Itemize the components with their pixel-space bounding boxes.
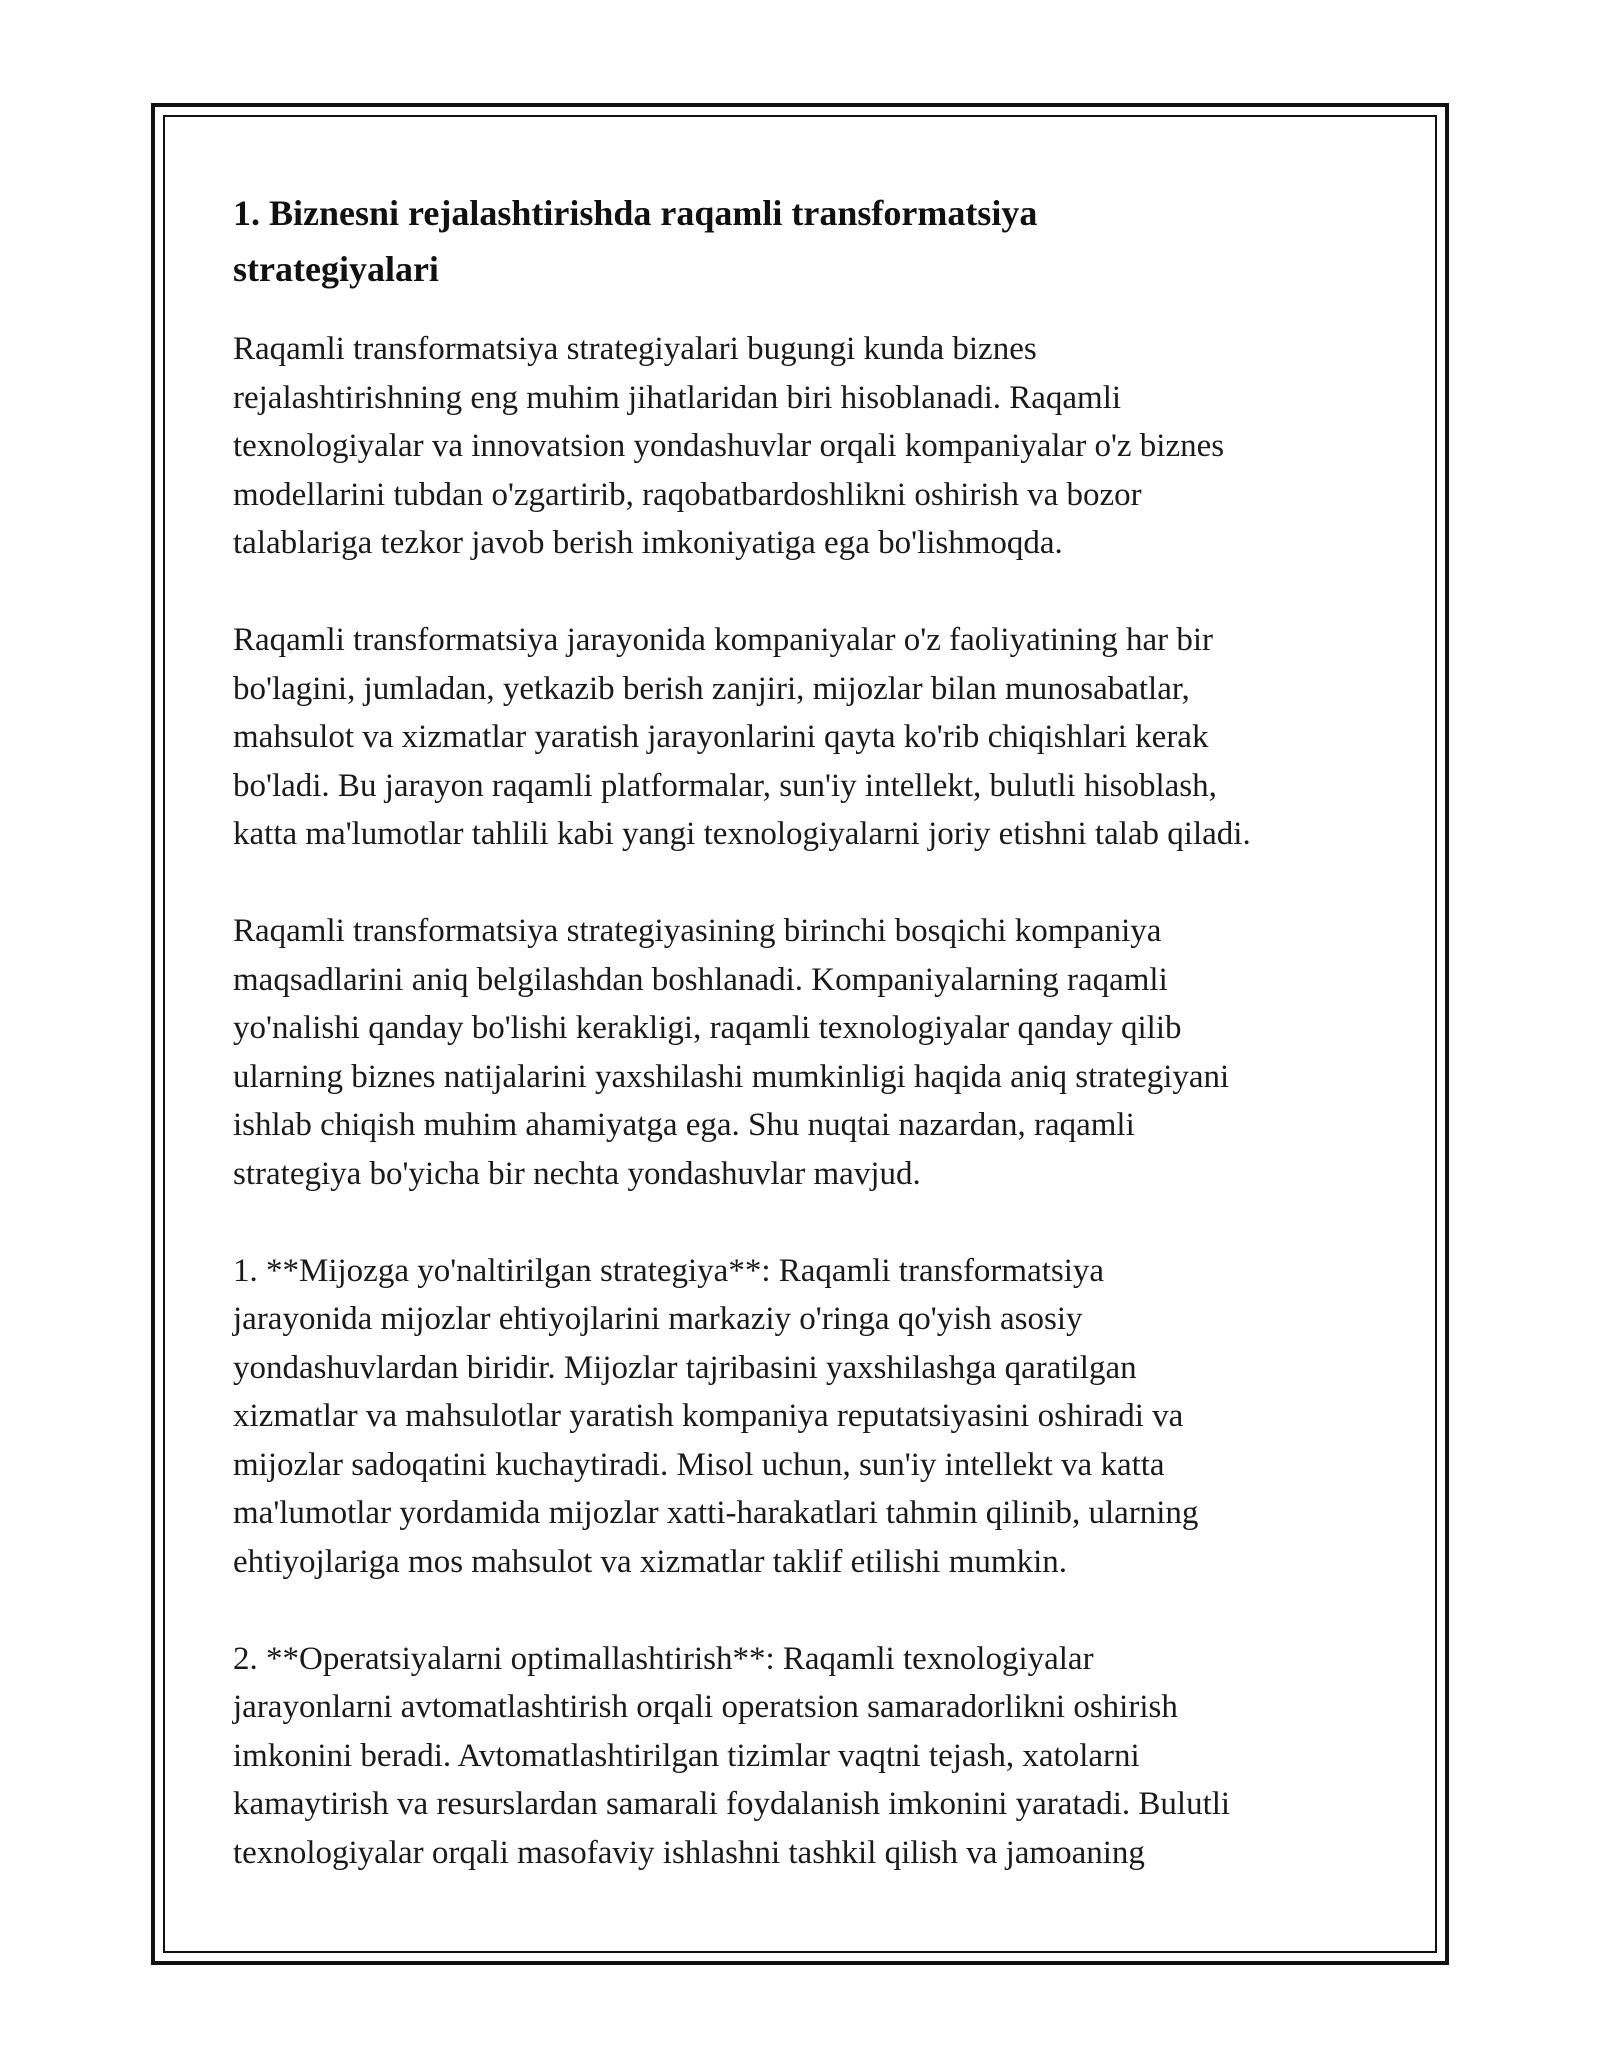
paragraph-list-item-2: 2. **Operatsiyalarni optimallashtirish**: Raqamli texnologiyalar jarayonlarni avtomatlashtirish orqali operatsion samaradorlikni oshirish imkonini beradi. Avtomatlashtirilgan tizimlar vaqtni tejash, xatolarni kamaytirish va resurslardan samarali foydalanish imkonini yaratadi. Bulutli texnologiyalar orqali masofaviy ishlashni tashkil qilish va jamoaning [233, 1640, 1231, 1872]
paragraph-list-item-1: 1. **Mijozga yo'naltirilgan strategiya**: Raqamli transformatsiya jarayonida mijozlar ehtiyojlarini markaziy o'ringa qo'yish asosiy yondashuvlardan biridir. Mijozlar tajribasini yaxshilashga qaratilgan xizmatlar va mahsulotlar yaratish kompaniya reputatsiyasini oshiradi va mijozlar sadoqatini kuchaytiradi. Misol uchun, sun'iy intellekt va katta ma'lumotlar yordamida mijozlar xatti-harakatlari tahmin qilinib, ularning ehtiyojlariga mos mahsulot va xizmatlar taklif etilishi mumkin. [233, 1252, 1199, 1581]
section-heading-line-1: 1. Biznesni rejalashtirishda raqamli transformatsiya [233, 193, 1038, 233]
document-body [233, 185, 1393, 1926]
paragraph-intro: Raqamli transformatsiya strategiyalari bugungi kunda biznes rejalashtirishning eng muhim jihatlaridan biri hisoblanadi. Raqamli texnologiyalar va innovatsion yondashuvlar orqali kompaniyalar o'z biznes modellarini tubdan o'zgartirib, raqobatbardoshlikni oshirish va bozor talablariga tezkor javob berish imkoniyatiga ega bo'lishmoqda. [233, 331, 1225, 562]
section-heading-line-2: strategiyalari [233, 249, 439, 289]
paragraph-process: Raqamli transformatsiya jarayonida kompaniyalar o'z faoliyatining har bir bo'lagini, jumladan, yetkazib berish zanjiri, mijozlar bilan munosabatlar, mahsulot va xizmatlar yaratish jarayonlarini qayta ko'rib chiqishlari kerak bo'ladi. Bu jarayon raqamli platformalar, sun'iy intellekt, bulutli hisoblash, katta ma'lumotlar tahlili kabi yangi texnologiyalarni joriy etishni talab qiladi. [233, 621, 1251, 853]
paragraph-first-stage: Raqamli transformatsiya strategiyasining birinchi bosqichi kompaniya maqsadlarini aniq belgilashdan boshlanadi. Kompaniyalarning raqamli yo'nalishi qanday bo'lishi kerakligi, raqamli texnologiyalar qanday qilib ularning biznes natijalarini yaxshilashi mumkinligi haqida aniq strategiyani ishlab chiqish muhim ahamiyatga ega. Shu nuqtai nazardan, raqamli strategiya bo'yicha bir nechta yondashuvlar mavjud. [233, 912, 1230, 1192]
section-heading [233, 185, 1393, 297]
